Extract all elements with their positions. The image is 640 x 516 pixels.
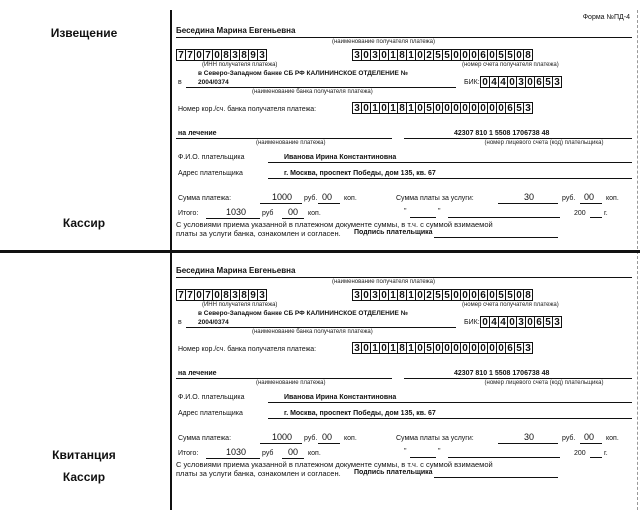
sum-kop: 00 (322, 432, 333, 442)
payer-underline (268, 162, 632, 163)
date-quote-close: " (438, 448, 441, 455)
digit-cell: 0 (379, 289, 389, 301)
digit-cell: 5 (424, 342, 434, 354)
fee-kop-label: коп. (606, 195, 619, 202)
digit-cell: 0 (212, 289, 222, 301)
digit-cell: 0 (361, 289, 371, 301)
digit-cell: 3 (352, 342, 362, 354)
total-rub-label: руб (262, 210, 274, 217)
digit-cell: 0 (487, 342, 497, 354)
digit-cell: 7 (176, 49, 186, 61)
account-underline (404, 378, 632, 379)
digit-cell: 1 (406, 289, 416, 301)
corr-cells (352, 342, 532, 354)
digit-cell: 8 (221, 289, 231, 301)
notice-title: Извещение (50, 26, 118, 40)
digit-cell: 3 (257, 289, 267, 301)
digit-cell: 5 (442, 289, 452, 301)
personal-account-caption: (номер лицевого счета (код) плательщика) (484, 380, 604, 386)
date-day-underline (410, 217, 436, 218)
sum-kop-underline (318, 443, 340, 444)
digit-cell: 4 (498, 316, 508, 328)
digit-cell: 4 (489, 316, 499, 328)
digit-cell: 0 (507, 76, 517, 88)
digit-cell: 0 (480, 316, 490, 328)
digit-cell: 3 (352, 49, 362, 61)
total-kop-underline (282, 218, 304, 219)
digit-cell: 8 (397, 289, 407, 301)
total-rub-underline (206, 458, 260, 459)
date-year: 200 (574, 450, 586, 457)
digit-cell: 0 (194, 289, 204, 301)
digit-cell: 6 (534, 316, 544, 328)
sum-rub: 1000 (272, 192, 293, 202)
digit-cell: 3 (230, 49, 240, 61)
bank-underline (186, 327, 456, 328)
fee-kop: 00 (584, 192, 595, 202)
fee-kop-label: коп. (606, 435, 619, 442)
digit-cell: 5 (496, 289, 506, 301)
bik-label: БИК: (464, 79, 480, 86)
notice-cashier: Кассир (62, 216, 106, 230)
digit-cell: 8 (239, 289, 249, 301)
digit-cell: 6 (505, 342, 515, 354)
address-underline (268, 418, 632, 419)
digit-cell: 1 (388, 289, 398, 301)
address-label: Адрес плательщика (178, 410, 243, 417)
sum-rub-label: руб. (304, 195, 318, 202)
purpose-underline (176, 138, 392, 139)
fee-rub-underline (498, 443, 558, 444)
digit-cell: 4 (498, 76, 508, 88)
digit-cell: 0 (514, 289, 524, 301)
purpose-caption: (наименование платежа) (256, 380, 326, 386)
purpose-caption: (наименование платежа) (256, 140, 326, 146)
date-year-underline (590, 217, 602, 218)
digit-cell: 5 (514, 102, 524, 114)
account-cells (352, 289, 532, 301)
digit-cell: 9 (248, 49, 258, 61)
digit-cell: 0 (361, 49, 371, 61)
signature-label: Подпись плательщика (354, 469, 433, 476)
digit-cell: 5 (543, 316, 553, 328)
digit-cell: 0 (379, 342, 389, 354)
digit-cell: 6 (478, 289, 488, 301)
inn-cells (176, 49, 266, 61)
digit-cell: 5 (505, 49, 515, 61)
address-underline (268, 178, 632, 179)
date-month-underline (448, 457, 560, 458)
digit-cell: 3 (370, 289, 380, 301)
payer-underline (268, 402, 632, 403)
digit-cell: 8 (221, 49, 231, 61)
inn-caption: (ИНН получателя платежа) (202, 62, 278, 68)
digit-cell: 0 (379, 102, 389, 114)
digit-cell: 0 (442, 342, 452, 354)
digit-cell: 3 (523, 342, 533, 354)
digit-cell: 9 (248, 289, 258, 301)
bank-branch: 2004/0374 (198, 79, 229, 86)
digit-cell: 1 (388, 342, 398, 354)
fee-label: Сумма платы за услуги: (396, 195, 474, 202)
digit-cell: 8 (523, 49, 533, 61)
total-label: Итого: (178, 450, 199, 457)
fee-rub: 30 (524, 192, 535, 202)
digit-cell: 0 (469, 289, 479, 301)
digit-cell: 1 (388, 102, 398, 114)
total-kop-underline (282, 458, 304, 459)
fee-kop-underline (580, 203, 602, 204)
bank-prefix: в (178, 319, 182, 326)
digit-cell: 0 (361, 102, 371, 114)
recipient-name: Беседина Марина Евгеньевна (176, 26, 296, 35)
sum-rub-underline (260, 443, 302, 444)
date-quote-open: " (404, 448, 407, 455)
inn-caption: (ИНН получателя платежа) (202, 302, 278, 308)
digit-cell: 0 (460, 342, 470, 354)
address-label: Адрес плательщика (178, 170, 243, 177)
total-label: Итого: (178, 210, 199, 217)
bank-name: в Северо-Западном банке СБ РФ КАЛИНИНСКОЕ ОТДЕЛЕНИЕ № (198, 310, 408, 317)
digit-cell: 2 (424, 49, 434, 61)
bank-branch: 2004/0374 (198, 319, 229, 326)
digit-cell: 1 (406, 49, 416, 61)
sum-label: Сумма платежа: (178, 195, 232, 202)
digit-cell: 0 (487, 102, 497, 114)
digit-cell: 0 (525, 316, 535, 328)
digit-cell: 3 (370, 49, 380, 61)
signature-line[interactable] (434, 477, 558, 478)
bank-caption: (наименование банка получателя платежа) (252, 89, 373, 95)
digit-cell: 6 (505, 102, 515, 114)
purpose-underline (176, 378, 392, 379)
digit-cell: 5 (424, 102, 434, 114)
total-kop: 00 (288, 207, 299, 217)
payer-label: Ф.И.О. плательщика (178, 154, 245, 161)
bank-underline (186, 87, 456, 88)
sum-kop: 00 (322, 192, 333, 202)
sum-rub-label: руб. (304, 435, 318, 442)
terms: С условиями приема указанной в платежном документе суммы, в т.ч. с суммой взимаемой платы за услуги банка, ознакомлен и согласен. (176, 460, 493, 478)
notice-section (172, 22, 634, 262)
digit-cell: 0 (487, 289, 497, 301)
digit-cell: 0 (212, 49, 222, 61)
total-rub: 1030 (226, 447, 247, 457)
digit-cell: 7 (203, 49, 213, 61)
purpose: на лечение (178, 130, 217, 137)
digit-cell: 4 (489, 76, 499, 88)
address: г. Москва, проспект Победы, дом 135, кв. 67 (284, 170, 436, 177)
receipt-cashier: Кассир (62, 470, 106, 484)
digit-cell: 0 (460, 289, 470, 301)
digit-cell: 0 (469, 342, 479, 354)
digit-cell: 0 (415, 289, 425, 301)
digit-cell: 7 (176, 289, 186, 301)
fee-kop-underline (580, 443, 602, 444)
digit-cell: 0 (415, 102, 425, 114)
digit-cell: 0 (469, 102, 479, 114)
payer-name: Иванова Ирина Константиновна (284, 154, 397, 161)
date-month-underline (448, 217, 560, 218)
payer-label: Ф.И.О. плательщика (178, 394, 245, 401)
digit-cell: 7 (203, 289, 213, 301)
digit-cell: 0 (433, 102, 443, 114)
digit-cell: 3 (352, 102, 362, 114)
digit-cell: 3 (523, 102, 533, 114)
digit-cell: 5 (543, 76, 553, 88)
fee-rub-label: руб. (562, 435, 576, 442)
sum-rub: 1000 (272, 432, 293, 442)
digit-cell: 0 (525, 76, 535, 88)
digit-cell: 7 (185, 289, 195, 301)
digit-cell: 0 (460, 49, 470, 61)
digit-cell: 5 (433, 49, 443, 61)
date-year-suffix: г. (604, 210, 608, 217)
digit-cell: 5 (433, 289, 443, 301)
bank-prefix: в (178, 79, 182, 86)
total-kop-label: коп. (308, 210, 321, 217)
digit-cell: 0 (469, 49, 479, 61)
terms: С условиями приема указанной в платежном документе суммы, в т.ч. с суммой взимаемой платы за услуги банка, ознакомлен и согласен. (176, 220, 493, 238)
digit-cell: 8 (397, 49, 407, 61)
digit-cell: 0 (451, 289, 461, 301)
inn-cells (176, 289, 266, 301)
digit-cell: 0 (460, 102, 470, 114)
digit-cell: 8 (239, 49, 249, 61)
date-year: 200 (574, 210, 586, 217)
bank-caption: (наименование банка получателя платежа) (252, 329, 373, 335)
digit-cell: 0 (487, 49, 497, 61)
digit-cell: 0 (478, 102, 488, 114)
digit-cell: 3 (516, 316, 526, 328)
digit-cell: 3 (257, 49, 267, 61)
fee-rub-underline (498, 203, 558, 204)
digit-cell: 5 (514, 342, 524, 354)
date-year-suffix: г. (604, 450, 608, 457)
account-underline (404, 138, 632, 139)
form-number: Форма №ПД-4 (582, 14, 630, 21)
fee-kop: 00 (584, 432, 595, 442)
digit-cell: 0 (451, 342, 461, 354)
sum-kop-label: коп. (344, 435, 357, 442)
digit-cell: 6 (478, 49, 488, 61)
receipt-section (172, 262, 634, 502)
total-rub: 1030 (226, 207, 247, 217)
sum-kop-underline (318, 203, 340, 204)
digit-cell: 3 (552, 316, 562, 328)
digit-cell: 0 (507, 316, 517, 328)
recipient-caption: (наименование получателя платежа) (332, 39, 436, 45)
date-quote-open: " (404, 208, 407, 215)
digit-cell: 1 (406, 342, 416, 354)
digit-cell: 0 (361, 342, 371, 354)
digit-cell: 0 (379, 49, 389, 61)
digit-cell: 0 (496, 102, 506, 114)
digit-cell: 0 (480, 76, 490, 88)
digit-cell: 0 (194, 49, 204, 61)
digit-cell: 6 (534, 76, 544, 88)
receipt-title: Квитанция (52, 448, 116, 462)
digit-cell: 0 (451, 102, 461, 114)
digit-cell: 1 (370, 342, 380, 354)
account-caption: (номер счета получателя платежа) (462, 62, 559, 68)
date-year-underline (590, 457, 602, 458)
digit-cell: 3 (516, 76, 526, 88)
digit-cell: 0 (415, 342, 425, 354)
recipient-caption: (наименование получателя платежа) (332, 279, 436, 285)
digit-cell: 0 (478, 342, 488, 354)
date-quote-close: " (438, 208, 441, 215)
purpose: на лечение (178, 370, 217, 377)
digit-cell: 3 (352, 289, 362, 301)
recipient-underline (176, 37, 632, 38)
signature-line[interactable] (434, 237, 558, 238)
digit-cell: 0 (496, 342, 506, 354)
fee-rub: 30 (524, 432, 535, 442)
digit-cell: 3 (552, 76, 562, 88)
total-kop: 00 (288, 447, 299, 457)
address: г. Москва, проспект Победы, дом 135, кв. 67 (284, 410, 436, 417)
fee-label: Сумма платы за услуги: (396, 435, 474, 442)
recipient-underline (176, 277, 632, 278)
personal-account: 42307 810 1 5508 1706738 48 (454, 370, 550, 377)
digit-cell: 5 (442, 49, 452, 61)
digit-cell: 3 (230, 289, 240, 301)
digit-cell: 1 (406, 102, 416, 114)
corr-cells (352, 102, 532, 114)
digit-cell: 5 (496, 49, 506, 61)
digit-cell: 8 (397, 102, 407, 114)
account-cells (352, 49, 532, 61)
bik-label: БИК: (464, 319, 480, 326)
digit-cell: 0 (514, 49, 524, 61)
digit-cell: 0 (442, 102, 452, 114)
sum-kop-label: коп. (344, 195, 357, 202)
total-rub-underline (206, 218, 260, 219)
digit-cell: 1 (370, 102, 380, 114)
digit-cell: 0 (433, 342, 443, 354)
fee-rub-label: руб. (562, 195, 576, 202)
digit-cell: 8 (523, 289, 533, 301)
date-day-underline (410, 457, 436, 458)
cut-line (637, 10, 638, 510)
sum-rub-underline (260, 203, 302, 204)
digit-cell: 1 (388, 49, 398, 61)
total-rub-label: руб (262, 450, 274, 457)
corr-label: Номер кор./сч. банка получателя платежа: (178, 106, 317, 113)
bank-name: в Северо-Западном банке СБ РФ КАЛИНИНСКОЕ ОТДЕЛЕНИЕ № (198, 70, 408, 77)
recipient-name: Беседина Марина Евгеньевна (176, 266, 296, 275)
bik-cells (480, 316, 561, 328)
total-kop-label: коп. (308, 450, 321, 457)
corr-label: Номер кор./сч. банка получателя платежа: (178, 346, 317, 353)
digit-cell: 5 (505, 289, 515, 301)
bik-cells (480, 76, 561, 88)
sum-label: Сумма платежа: (178, 435, 232, 442)
account-caption: (номер счета получателя платежа) (462, 302, 559, 308)
personal-account-caption: (номер лицевого счета (код) плательщика) (484, 140, 604, 146)
signature-label: Подпись плательщика (354, 229, 433, 236)
digit-cell: 0 (451, 49, 461, 61)
payer-name: Иванова Ирина Константиновна (284, 394, 397, 401)
personal-account: 42307 810 1 5508 1706738 48 (454, 130, 550, 137)
digit-cell: 7 (185, 49, 195, 61)
digit-cell: 8 (397, 342, 407, 354)
digit-cell: 0 (415, 49, 425, 61)
digit-cell: 2 (424, 289, 434, 301)
